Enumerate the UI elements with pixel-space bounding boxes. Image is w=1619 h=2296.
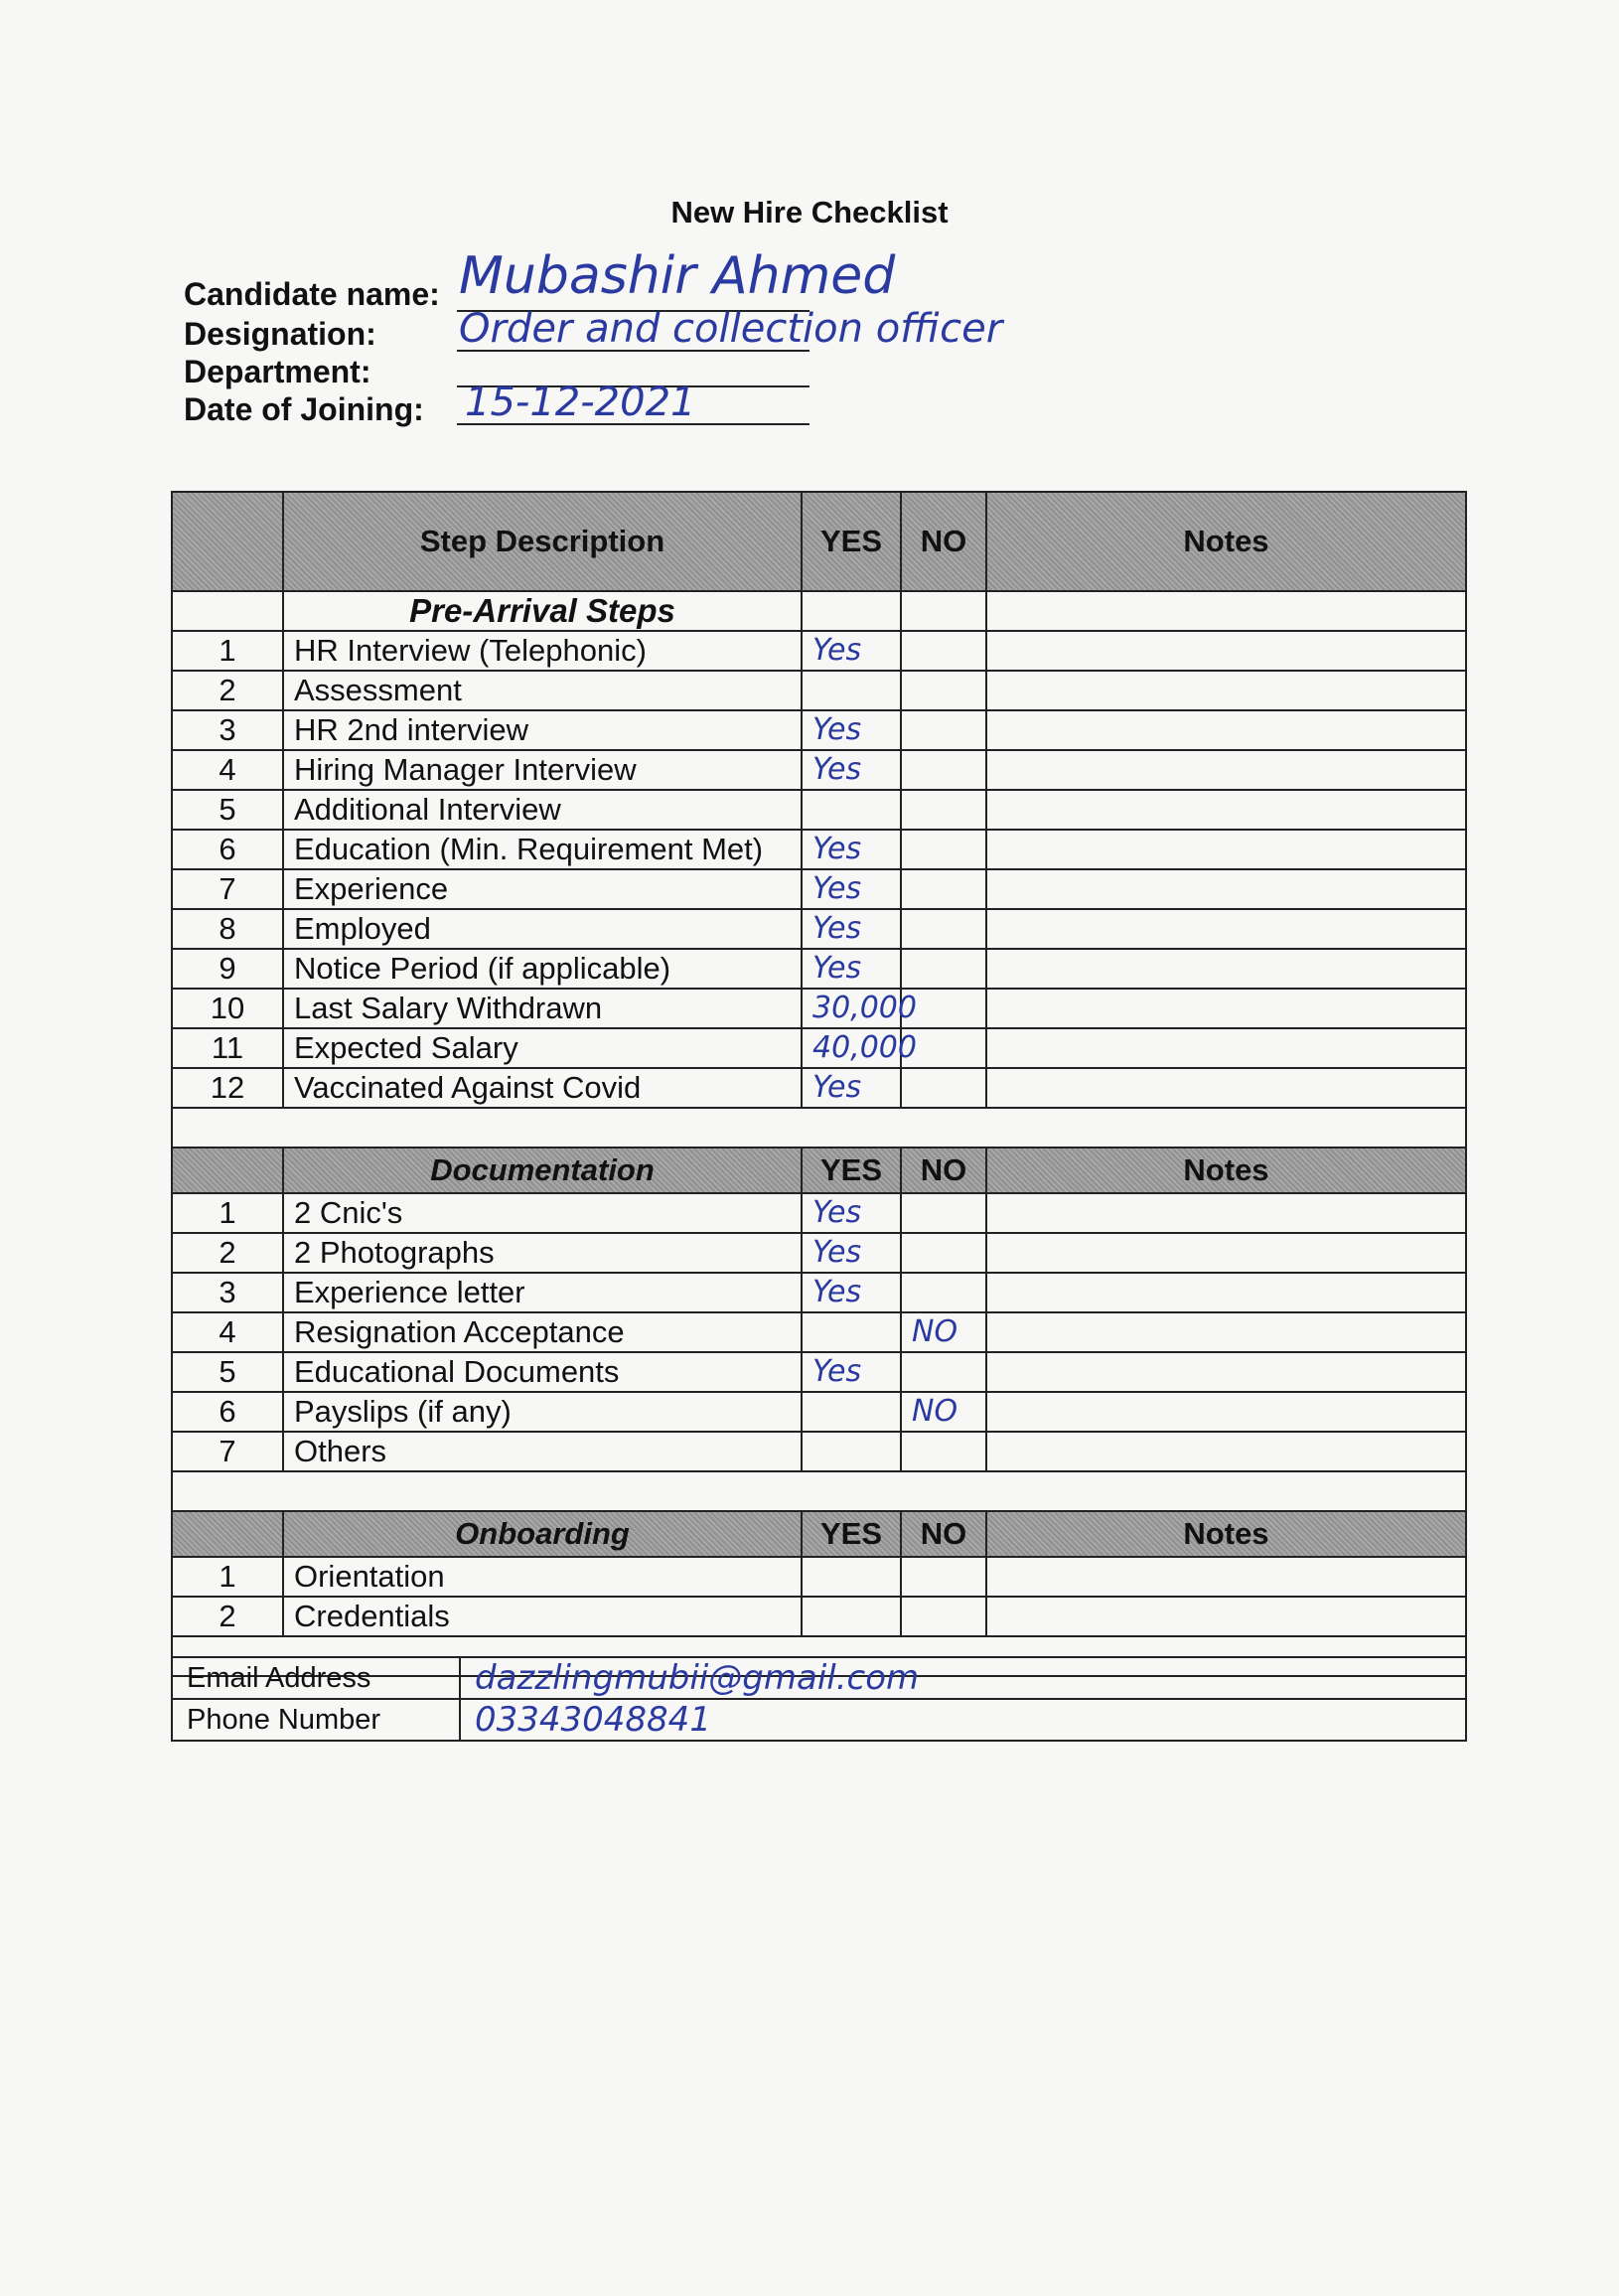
step-number: 2 xyxy=(172,1597,283,1636)
yes-answer xyxy=(802,790,901,830)
notes-cell xyxy=(986,1432,1466,1471)
documentation-rows xyxy=(172,1193,1466,1471)
no-answer xyxy=(901,1193,986,1233)
step-description: Orientation xyxy=(283,1557,802,1597)
step-number: 7 xyxy=(172,869,283,909)
notes-cell xyxy=(986,1557,1466,1597)
step-description: Last Salary Withdrawn xyxy=(283,989,802,1028)
no-answer xyxy=(901,1597,986,1636)
step-description: Resignation Acceptance xyxy=(283,1312,802,1352)
designation-value: Order and collection officer xyxy=(459,306,1003,352)
notes-cell xyxy=(986,1028,1466,1068)
step-number: 9 xyxy=(172,949,283,989)
yes-answer xyxy=(802,671,901,710)
candidate-name-label: Candidate name: xyxy=(184,276,440,312)
table-row xyxy=(172,1392,1466,1432)
table-row xyxy=(172,949,1466,989)
table-row xyxy=(172,750,1466,790)
table-row xyxy=(172,1273,1466,1312)
yes-answer xyxy=(802,1392,901,1432)
documentation-yes-header: YES xyxy=(802,1148,901,1193)
no-answer xyxy=(901,1068,986,1108)
notes-cell xyxy=(986,1312,1466,1352)
step-number: 10 xyxy=(172,989,283,1028)
checklist-table xyxy=(171,491,1467,1677)
table-row xyxy=(172,830,1466,869)
table-row xyxy=(172,1352,1466,1392)
yes-answer: Yes xyxy=(802,909,901,949)
no-answer: NO xyxy=(901,1312,986,1352)
step-number: 2 xyxy=(172,1233,283,1273)
step-number: 1 xyxy=(172,1557,283,1597)
notes-cell xyxy=(986,909,1466,949)
notes-header: Notes xyxy=(986,492,1466,591)
spacer-row xyxy=(172,1471,1466,1511)
pre-arrival-title: Pre-Arrival Steps xyxy=(283,591,802,631)
yes-answer: Yes xyxy=(802,830,901,869)
step-number: 11 xyxy=(172,1028,283,1068)
no-answer xyxy=(901,1233,986,1273)
table-row xyxy=(172,1557,1466,1597)
yes-answer: Yes xyxy=(802,750,901,790)
notes-cell xyxy=(986,1193,1466,1233)
table-row xyxy=(172,631,1466,671)
yes-answer xyxy=(802,1432,901,1471)
step-description: Assessment xyxy=(283,671,802,710)
notes-cell xyxy=(986,869,1466,909)
phone-value: 03343048841 xyxy=(460,1699,1466,1741)
onboarding-yes-header: YES xyxy=(802,1511,901,1557)
yes-answer: Yes xyxy=(802,1273,901,1312)
step-description-header: Step Description xyxy=(283,492,802,591)
step-description: Vaccinated Against Covid xyxy=(283,1068,802,1108)
no-answer xyxy=(901,909,986,949)
documentation-header-row xyxy=(172,1148,1466,1193)
onboarding-no-header: NO xyxy=(901,1511,986,1557)
email-row xyxy=(172,1657,1466,1699)
no-answer: NO xyxy=(901,1392,986,1432)
yes-answer: Yes xyxy=(802,1352,901,1392)
step-description: Expected Salary xyxy=(283,1028,802,1068)
yes-answer: Yes xyxy=(802,710,901,750)
table-row xyxy=(172,1193,1466,1233)
notes-cell xyxy=(986,1233,1466,1273)
step-number: 2 xyxy=(172,671,283,710)
onboarding-notes-header: Notes xyxy=(986,1511,1466,1557)
no-answer xyxy=(901,671,986,710)
table-row xyxy=(172,1432,1466,1471)
no-answer xyxy=(901,750,986,790)
designation-label: Designation: xyxy=(184,316,376,352)
yes-answer xyxy=(802,1557,901,1597)
no-answer xyxy=(901,631,986,671)
department-label: Department: xyxy=(184,354,371,389)
no-answer xyxy=(901,1273,986,1312)
yes-answer: Yes xyxy=(802,631,901,671)
table-row xyxy=(172,1233,1466,1273)
header-row xyxy=(172,492,1466,591)
phone-label: Phone Number xyxy=(172,1699,460,1741)
table-row xyxy=(172,869,1466,909)
notes-cell xyxy=(986,1352,1466,1392)
notes-cell xyxy=(986,1273,1466,1312)
step-description: Others xyxy=(283,1432,802,1471)
table-row xyxy=(172,1068,1466,1108)
candidate-name-value: Mubashir Ahmed xyxy=(459,246,896,306)
table-row xyxy=(172,1312,1466,1352)
pre-arrival-rows xyxy=(172,631,1466,1108)
step-number: 4 xyxy=(172,750,283,790)
yes-answer: Yes xyxy=(802,949,901,989)
step-description: Credentials xyxy=(283,1597,802,1636)
step-description: Employed xyxy=(283,909,802,949)
step-number: 12 xyxy=(172,1068,283,1108)
step-description: 2 Cnic's xyxy=(283,1193,802,1233)
step-number: 4 xyxy=(172,1312,283,1352)
table-row xyxy=(172,790,1466,830)
step-number: 1 xyxy=(172,631,283,671)
page-title: New Hire Checklist xyxy=(670,195,949,230)
yes-answer xyxy=(802,1312,901,1352)
step-description: Education (Min. Requirement Met) xyxy=(283,830,802,869)
pre-arrival-title-row xyxy=(172,591,1466,631)
yes-header: YES xyxy=(802,492,901,591)
step-description: Experience letter xyxy=(283,1273,802,1312)
date-of-joining-value: 15-12-2021 xyxy=(465,380,696,425)
yes-answer: Yes xyxy=(802,1068,901,1108)
step-number: 5 xyxy=(172,1352,283,1392)
no-answer xyxy=(901,710,986,750)
no-answer xyxy=(901,1557,986,1597)
email-label: Email Address xyxy=(172,1657,460,1699)
onboarding-header-row xyxy=(172,1511,1466,1557)
table-row xyxy=(172,989,1466,1028)
yes-answer: 30,000 xyxy=(802,989,901,1028)
step-number: 6 xyxy=(172,1392,283,1432)
yes-answer: Yes xyxy=(802,869,901,909)
step-number: 5 xyxy=(172,790,283,830)
notes-cell xyxy=(986,1597,1466,1636)
notes-cell xyxy=(986,750,1466,790)
step-number: 7 xyxy=(172,1432,283,1471)
yes-answer: 40,000 xyxy=(802,1028,901,1068)
contact-table xyxy=(171,1656,1467,1742)
email-value: dazzlingmubii@gmail.com xyxy=(460,1657,1466,1699)
onboarding-rows xyxy=(172,1557,1466,1636)
step-description: Payslips (if any) xyxy=(283,1392,802,1432)
no-answer xyxy=(901,949,986,989)
notes-cell xyxy=(986,989,1466,1028)
phone-row xyxy=(172,1699,1466,1741)
notes-cell xyxy=(986,1068,1466,1108)
step-description: Additional Interview xyxy=(283,790,802,830)
step-description: HR 2nd interview xyxy=(283,710,802,750)
no-header: NO xyxy=(901,492,986,591)
step-description: Notice Period (if applicable) xyxy=(283,949,802,989)
notes-cell xyxy=(986,710,1466,750)
notes-cell xyxy=(986,671,1466,710)
no-answer xyxy=(901,830,986,869)
step-number: 3 xyxy=(172,1273,283,1312)
step-description: Experience xyxy=(283,869,802,909)
notes-cell xyxy=(986,830,1466,869)
table-row xyxy=(172,909,1466,949)
step-description: 2 Photographs xyxy=(283,1233,802,1273)
step-description: HR Interview (Telephonic) xyxy=(283,631,802,671)
notes-cell xyxy=(986,631,1466,671)
documentation-notes-header: Notes xyxy=(986,1148,1466,1193)
table-row xyxy=(172,1597,1466,1636)
notes-cell xyxy=(986,1392,1466,1432)
date-of-joining-label: Date of Joining: xyxy=(184,391,424,427)
yes-answer xyxy=(802,1597,901,1636)
step-description: Educational Documents xyxy=(283,1352,802,1392)
table-row xyxy=(172,710,1466,750)
table-row xyxy=(172,1028,1466,1068)
no-answer xyxy=(901,1352,986,1392)
step-description: Hiring Manager Interview xyxy=(283,750,802,790)
step-number: 6 xyxy=(172,830,283,869)
no-answer xyxy=(901,1432,986,1471)
no-answer xyxy=(901,869,986,909)
table-row xyxy=(172,671,1466,710)
documentation-no-header: NO xyxy=(901,1148,986,1193)
yes-answer: Yes xyxy=(802,1193,901,1233)
no-answer xyxy=(901,790,986,830)
documentation-title: Documentation xyxy=(283,1148,802,1193)
notes-cell xyxy=(986,790,1466,830)
step-number: 1 xyxy=(172,1193,283,1233)
yes-answer: Yes xyxy=(802,1233,901,1273)
step-number: 8 xyxy=(172,909,283,949)
onboarding-title: Onboarding xyxy=(283,1511,802,1557)
step-number: 3 xyxy=(172,710,283,750)
spacer-row xyxy=(172,1108,1466,1148)
notes-cell xyxy=(986,949,1466,989)
